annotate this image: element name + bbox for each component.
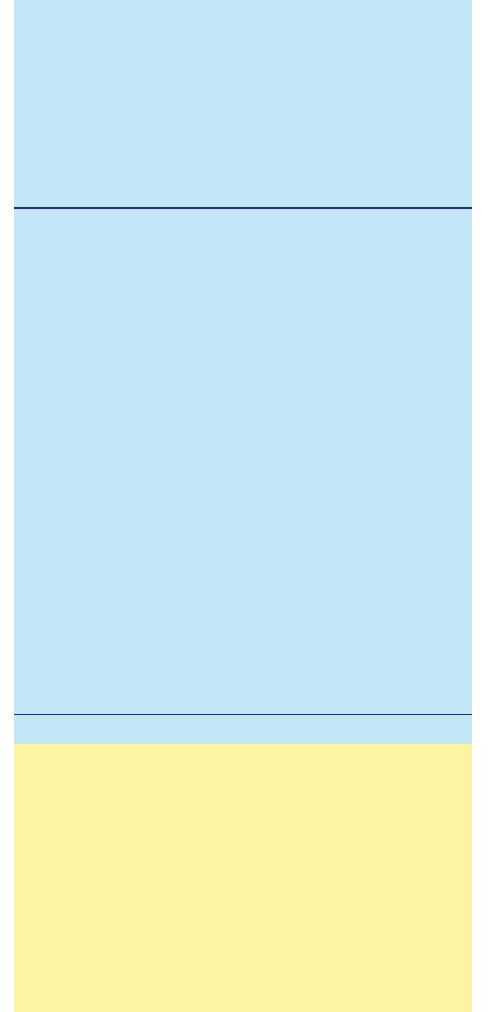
fayette-date-header: [14, 58, 472, 72]
fayette-section: [14, 0, 472, 744]
footnotes: [14, 714, 472, 735]
surrounding-date-header: [14, 834, 472, 848]
surrounding-section: [14, 744, 472, 1012]
page: [14, 0, 472, 1012]
section-divider: [14, 207, 472, 209]
